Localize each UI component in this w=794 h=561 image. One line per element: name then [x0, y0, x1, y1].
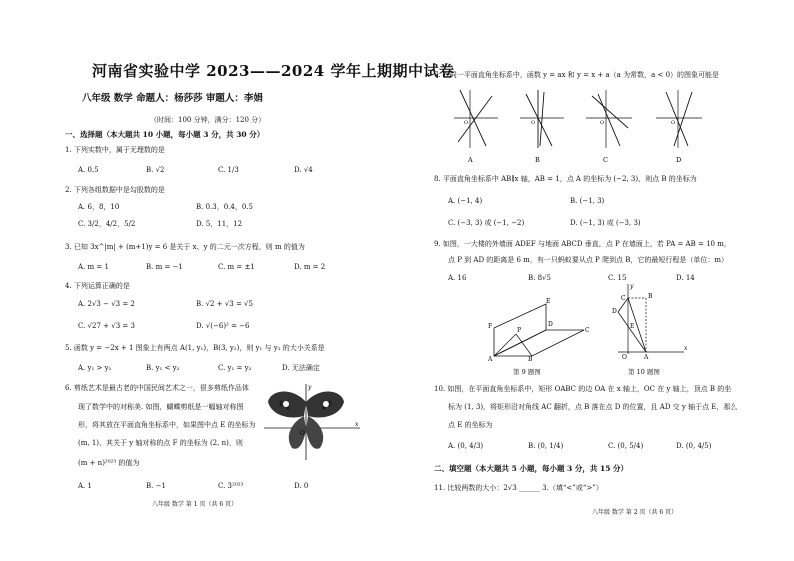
fig9-f-label: F — [488, 323, 493, 330]
time-info: （时间：100 分钟，满分：120 分） — [150, 116, 266, 124]
q1-stem: 1. 下列实数中，属于无理数的是 — [65, 146, 165, 154]
q6-line-5: (m + n)²⁰²³ 的值为 — [78, 459, 140, 467]
q4-stem: 4. 下列运算正确的是 — [65, 282, 130, 290]
fig10-c-label: C — [621, 295, 626, 302]
q6-line-1: 6. 剪纸艺术是最古老的中国民间艺术之一，很多剪纸作品体 — [65, 384, 249, 392]
q7-graph-d — [656, 90, 702, 164]
q3-option-c[interactable]: C. m = ±1 — [218, 263, 255, 271]
q10-option-c[interactable]: C. (0, 5/4) — [608, 442, 644, 450]
q10-option-b[interactable]: B. (0, 1/4) — [528, 442, 564, 450]
fig9-path-pb — [516, 334, 532, 356]
fig10-caption: 第 10 题图 — [628, 368, 660, 376]
q7-d-origin: O — [671, 120, 676, 126]
q1-option-a[interactable]: A. 0.5 — [78, 166, 99, 174]
q7-b-origin: O — [531, 120, 536, 126]
butterfly-x-label: x — [355, 421, 359, 428]
fig10-rectangle-fold — [612, 282, 692, 362]
q3-option-a[interactable]: A. m = 1 — [78, 263, 109, 271]
butterfly-e-label: E — [279, 401, 284, 408]
exam-subtitle: 八年级 数学 命题人：杨莎莎 审题人：李娟 — [82, 93, 263, 104]
fig10-e-label: E — [630, 323, 635, 330]
q4-option-b[interactable]: B. √2 + √3 = √5 — [196, 300, 253, 308]
q5-option-d[interactable]: D. 无法确定 — [282, 364, 320, 372]
fig9-p-label: P — [517, 327, 522, 334]
q2-option-c[interactable]: C. 3/2，4/2，5/2 — [78, 220, 136, 228]
q6-option-c[interactable]: C. 3²⁰²³ — [218, 482, 244, 490]
q2-option-b[interactable]: B. 0.3，0.4，0.5 — [196, 203, 253, 211]
q7-a-line-2 — [458, 96, 492, 142]
q9-option-d[interactable]: D. 14 — [676, 274, 695, 282]
fig10-b-label: B — [648, 293, 653, 300]
section-heading-fill: 二、填空题（本大题共 5 小题，每小题 3 分，共 15 分） — [434, 464, 629, 473]
q2-option-a[interactable]: A. 6，8，10 — [78, 203, 120, 211]
q7-b-line-2 — [540, 92, 544, 146]
q7-graph-c — [586, 90, 632, 164]
fig9-b-label: B — [528, 356, 533, 363]
q9-option-a[interactable]: A. 16 — [448, 274, 467, 282]
q3-stem: 3. 已知 3x^|m| + (m+1)y = 6 是关于 x、y 的二元一次方程，则 m 的值为 — [65, 243, 305, 251]
q8-option-d[interactable]: D. (−1, 3) 或 (−3, 3) — [570, 219, 641, 227]
q9-line-1: 9. 如图，一大楼的外墙面 ADEF 与地面 ABCD 垂直，点 P 在墙面上，若 PA = AB = 10 m， — [434, 240, 731, 248]
q6-line-4: (m, 1)，其关于 y 轴对称的点 F 的坐标为 (2, n)，则 — [78, 439, 243, 447]
q7-graph-a — [454, 90, 498, 164]
q1-option-c[interactable]: C. 1/3 — [218, 166, 239, 174]
butterfly-y-label: y — [308, 384, 312, 391]
q7-a-label: A — [468, 156, 473, 164]
q10-line-3: 点 E 的坐标为 — [448, 421, 493, 429]
fig10-o-label: O — [622, 354, 627, 361]
q9-line-2: 点 P 到 AD 的距离是 6 m，有一只蚂蚁要从点 P 爬到点 B，它的最短行程是（单位：m） — [448, 256, 728, 264]
q6-option-a[interactable]: A. 1 — [78, 482, 92, 490]
q6-line-3: 形，将其放在平面直角坐标系中，如果图中点 E 的坐标为 — [78, 421, 256, 429]
q5-option-b[interactable]: B. y₁ < y₂ — [146, 364, 180, 372]
q7-stem: 7. 在同一平面直角坐标系中，函数 y = ax 和 y = x + a（a 为常数，a < 0）的图象可能是 — [434, 71, 720, 79]
q3-option-b[interactable]: B. m = −1 — [146, 263, 183, 271]
q6-line-2: 现了数学中的对称美. 如图，蝴蝶剪纸是一幅轴对称图 — [78, 403, 244, 411]
q8-option-a[interactable]: A. (−1, 4) — [448, 197, 483, 205]
fig10-d-label: D — [612, 308, 617, 315]
fig10-x-label: x — [684, 345, 688, 352]
q9-option-b[interactable]: B. 8√5 — [528, 274, 551, 282]
butterfly-figure — [262, 382, 362, 462]
q7-graphs — [452, 86, 752, 166]
q10-option-a[interactable]: A. (0, 4/3) — [448, 442, 484, 450]
q7-a-origin: O — [464, 120, 469, 126]
footer-left: 八年级 数学 第 1 页（共 6 页） — [152, 501, 238, 508]
q6-option-b[interactable]: B. −1 — [146, 482, 166, 490]
q1-option-d[interactable]: D. √4 — [294, 166, 313, 174]
q7-b-line-1 — [526, 94, 552, 146]
q3-option-d[interactable]: D. m = 2 — [294, 263, 326, 271]
q4-option-d[interactable]: D. √(−6)² = −6 — [196, 322, 250, 330]
q10-line-2: 标为 (1, 3)，将矩形沿对角线 AC 翻折，点 B 落在点 D 的位置，且 AD 交 y 轴于点 E，那么 — [448, 403, 738, 411]
fig9-ground-face — [494, 330, 584, 356]
q5-option-a[interactable]: A. y₁ > y₂ — [78, 364, 112, 372]
fig10-edge-da — [618, 312, 646, 352]
q5-option-c[interactable]: C. y₁ = y₂ — [218, 364, 252, 372]
q2-option-d[interactable]: D. 5，11，12 — [196, 220, 243, 228]
q5-stem: 5. 函数 y = −2x + 1 图象上有两点 A(1, y₁)，B(3, y₂)，则 y₁ 与 y₂ 的大小关系是 — [65, 344, 325, 352]
butterfly-f-label: F — [328, 401, 333, 408]
q8-option-c[interactable]: C. (−3, 3) 或 (−1, −2) — [448, 219, 525, 227]
wing-spot-left — [283, 401, 289, 407]
q10-line-1: 10. 如图，在平面直角坐标系中，矩形 OABC 的边 OA 在 x 轴上，OC 在 y 轴上，顶点 B 的坐 — [434, 385, 732, 393]
q7-b-label: B — [535, 156, 540, 164]
q4-option-a[interactable]: A. 2√3 − √3 = 2 — [78, 300, 135, 308]
fig9-a-label: A — [488, 356, 493, 363]
q8-stem: 8. 平面直角坐标系中 AB∥x 轴，AB = 1，点 A 的坐标为 (−2, 3)，则点 B 的坐标为 — [434, 175, 697, 183]
fig9-e-label: E — [546, 298, 551, 305]
q11-stem: 11. 比较两数的大小：2√3 ______ 3.（填“<”或“>”） — [434, 484, 603, 492]
fig9-caption: 第 9 题图 — [513, 368, 541, 376]
q7-c-label: C — [603, 156, 608, 164]
butterfly-o-label: O — [300, 430, 305, 437]
q2-stem: 2. 下列各组数据中是勾股数的是 — [65, 186, 165, 194]
q7-c-origin: O — [600, 120, 605, 126]
q7-graph-b — [520, 90, 564, 164]
point-f — [323, 407, 326, 410]
q6-option-d[interactable]: D. 0 — [294, 482, 309, 490]
q8-option-b[interactable]: B. (−1, 3) — [570, 197, 605, 205]
fig9-path-pa — [494, 334, 516, 356]
q10-option-d[interactable]: D. (0, 4/5) — [676, 442, 712, 450]
fig10-y-label: y — [630, 283, 634, 290]
exam-title: 河南省实验中学 2023——2024 学年上期期中试卷 — [92, 62, 455, 80]
q7-d-label: D — [676, 156, 682, 164]
right-lower-wing — [306, 416, 323, 449]
q4-option-c[interactable]: C. √27 + √3 = 3 — [78, 322, 135, 330]
point-e — [287, 407, 290, 410]
fig10-a-label: A — [644, 354, 649, 361]
fig9-wall-ground — [486, 300, 596, 362]
q1-option-b[interactable]: B. √2 — [146, 166, 165, 174]
footer-right: 八年级 数学 第 2 页（共 6 页） — [592, 509, 678, 516]
section-heading-choice: 一、选择题（本大题共 10 小题，每小题 3 分，共 30 分） — [65, 130, 265, 139]
fig9-c-label: C — [585, 327, 590, 334]
q9-option-c[interactable]: C. 15 — [608, 274, 627, 282]
fig9-d-label: D — [548, 321, 553, 328]
